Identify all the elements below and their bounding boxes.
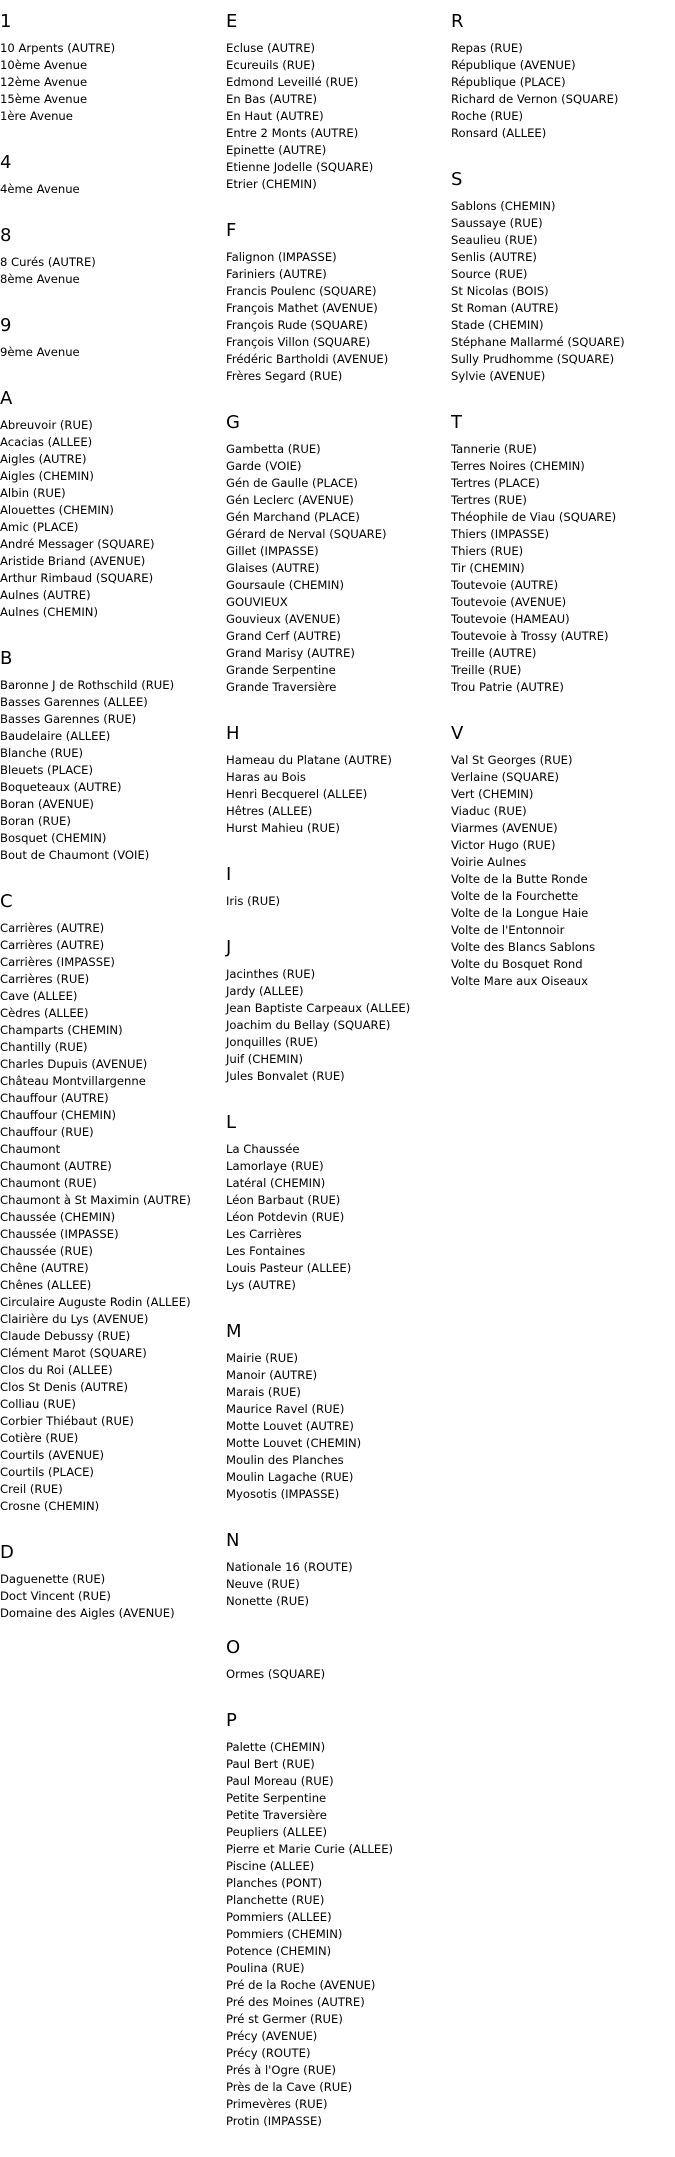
- street-name: 15ème Avenue: [0, 92, 88, 106]
- street-name: Arthur Rimbaud (SQUARE): [0, 571, 154, 585]
- street-name: Ecureuils (RUE): [226, 58, 316, 72]
- street-name: Clément Marot (SQUARE): [0, 1346, 147, 1360]
- street-name: Aigles (AUTRE): [0, 452, 87, 466]
- street-name: Repas (RUE): [451, 41, 523, 55]
- section-heading: A: [0, 388, 13, 409]
- street-name: Daguenette (RUE): [0, 1572, 106, 1586]
- street-name: Hameau du Platane (AUTRE): [226, 753, 392, 767]
- street-name: Hêtres (ALLEE): [226, 804, 313, 818]
- street-name: Clos St Denis (AUTRE): [0, 1380, 129, 1394]
- street-name: Léon Potdevin (RUE): [226, 1210, 345, 1224]
- street-name: Primevères (RUE): [226, 2097, 328, 2111]
- street-name: Thiers (RUE): [451, 544, 524, 558]
- street-name: St Nicolas (BOIS): [451, 284, 549, 298]
- street-name: François Mathet (AVENUE): [226, 301, 378, 315]
- street-list: [226, 441, 446, 696]
- street-name: Motte Louvet (AUTRE): [226, 1419, 354, 1433]
- street-name: Entre 2 Monts (AUTRE): [226, 126, 359, 140]
- street-name: Carrières (AUTRE): [0, 938, 105, 952]
- street-name: Volte de la Butte Ronde: [451, 872, 588, 886]
- letter-section: [0, 11, 220, 125]
- street-name: Cave (ALLEE): [0, 989, 78, 1003]
- street-name: Roche (RUE): [451, 109, 524, 123]
- street-name: 9ème Avenue: [0, 345, 80, 359]
- street-name: Pré de la Roche (AVENUE): [226, 1978, 376, 1992]
- street-list: [0, 417, 220, 621]
- street-name: François Villon (SQUARE): [226, 335, 371, 349]
- section-heading: O: [226, 1637, 241, 1658]
- street-name: Terres Noires (CHEMIN): [451, 459, 585, 473]
- letter-section: [0, 1542, 220, 1622]
- street-name: Petite Traversière: [226, 1808, 327, 1822]
- street-name: Boran (AVENUE): [0, 797, 94, 811]
- street-name: Pierre et Marie Curie (ALLEE): [226, 1842, 394, 1856]
- street-list: [0, 677, 220, 864]
- letter-section: [226, 864, 446, 910]
- letter-section: [226, 1637, 446, 1683]
- letter-section: [0, 152, 220, 198]
- street-name: Neuve (RUE): [226, 1577, 300, 1591]
- street-name: Carrières (AUTRE): [0, 921, 105, 935]
- street-name: 1ère Avenue: [0, 109, 73, 123]
- section-heading: C: [0, 891, 13, 912]
- street-name: Marais (RUE): [226, 1385, 301, 1399]
- street-name: Louis Pasteur (ALLEE): [226, 1261, 352, 1275]
- section-heading: S: [451, 169, 463, 190]
- letter-section: [226, 11, 446, 193]
- street-name: Voirie Aulnes: [451, 855, 527, 869]
- street-name: Chaumont (AUTRE): [0, 1159, 112, 1173]
- street-list: [226, 40, 446, 193]
- street-name: Toutevoie (AVENUE): [451, 595, 567, 609]
- index-column-1: [0, 0, 220, 1649]
- street-list: [226, 893, 446, 910]
- street-name: Paul Bert (RUE): [226, 1757, 315, 1771]
- street-name: Haras au Bois: [226, 770, 306, 784]
- street-name: Nationale 16 (ROUTE): [226, 1560, 353, 1574]
- street-name: Tertres (PLACE): [451, 476, 540, 490]
- street-name: Peupliers (ALLEE): [226, 1825, 328, 1839]
- section-heading: B: [0, 648, 13, 669]
- street-list: [0, 40, 220, 125]
- index-column-2: [226, 0, 446, 2157]
- street-name: 8 Curés (AUTRE): [0, 255, 96, 269]
- street-name: Pré des Moines (AUTRE): [226, 1995, 365, 2009]
- letter-section: [226, 1112, 446, 1294]
- street-name: Sablons (CHEMIN): [451, 199, 556, 213]
- street-name: Jean Baptiste Carpeaux (ALLEE): [226, 1001, 411, 1015]
- street-name: Stade (CHEMIN): [451, 318, 544, 332]
- street-name: Lamorlaye (RUE): [226, 1159, 324, 1173]
- section-heading: N: [226, 1530, 240, 1551]
- street-name: Albin (RUE): [0, 486, 66, 500]
- street-name: Carrières (IMPASSE): [0, 955, 115, 969]
- street-name: Champarts (CHEMIN): [0, 1023, 123, 1037]
- street-list: [0, 920, 220, 1515]
- section-heading: T: [451, 412, 462, 433]
- street-list: [451, 752, 671, 990]
- street-name: Chaussée (IMPASSE): [0, 1227, 119, 1241]
- section-heading: V: [451, 723, 464, 744]
- index-column-3: [451, 0, 671, 1017]
- street-list: [0, 254, 220, 288]
- letter-section: [226, 412, 446, 696]
- section-heading: P: [226, 1710, 237, 1731]
- street-name: Les Fontaines: [226, 1244, 306, 1258]
- street-name: Moulin des Planches: [226, 1453, 344, 1467]
- street-name: André Messager (SQUARE): [0, 537, 155, 551]
- street-list: [226, 249, 446, 385]
- street-name: Verlaine (SQUARE): [451, 770, 559, 784]
- street-name: Maurice Ravel (RUE): [226, 1402, 345, 1416]
- street-list: [226, 752, 446, 837]
- letter-section: [451, 723, 671, 990]
- street-name: Hurst Mahieu (RUE): [226, 821, 340, 835]
- street-name: 12ème Avenue: [0, 75, 88, 89]
- street-name: Basses Garennes (RUE): [0, 712, 137, 726]
- street-list: [226, 1739, 446, 2130]
- street-name: Iris (RUE): [226, 894, 281, 908]
- letter-section: [226, 1530, 446, 1610]
- street-name: Aulnes (AUTRE): [0, 588, 91, 602]
- street-name: Boran (RUE): [0, 814, 71, 828]
- street-name: Grande Traversière: [226, 680, 337, 694]
- street-name: Aristide Briand (AVENUE): [0, 554, 146, 568]
- street-name: Léon Barbaut (RUE): [226, 1193, 341, 1207]
- letter-section: [451, 412, 671, 696]
- street-name: Cèdres (ALLEE): [0, 1006, 89, 1020]
- section-heading: R: [451, 11, 464, 32]
- street-name: GOUVIEUX: [226, 595, 288, 609]
- street-name: Nonette (RUE): [226, 1594, 310, 1608]
- letter-section: [0, 388, 220, 621]
- street-name: Saussaye (RUE): [451, 216, 543, 230]
- street-name: Mairie (RUE): [226, 1351, 299, 1365]
- street-name: Chauffour (CHEMIN): [0, 1108, 117, 1122]
- street-name: Volte des Blancs Sablons: [451, 940, 596, 954]
- street-name: Planchette (RUE): [226, 1893, 325, 1907]
- street-name: Clairière du Lys (AVENUE): [0, 1312, 149, 1326]
- street-name: République (PLACE): [451, 75, 566, 89]
- street-name: Abreuvoir (RUE): [0, 418, 93, 432]
- street-name: Circulaire Auguste Rodin (ALLEE): [0, 1295, 191, 1309]
- street-name: Manoir (AUTRE): [226, 1368, 318, 1382]
- street-name: Toutevoie (AUTRE): [451, 578, 559, 592]
- street-list: [451, 441, 671, 696]
- street-name: Victor Hugo (RUE): [451, 838, 556, 852]
- section-heading: M: [226, 1321, 242, 1342]
- street-name: Planches (PONT): [226, 1876, 323, 1890]
- street-name: Treille (RUE): [451, 663, 522, 677]
- street-name: Colliau (RUE): [0, 1397, 76, 1411]
- street-name: Près de la Cave (RUE): [226, 2080, 353, 2094]
- street-name: Palette (CHEMIN): [226, 1740, 326, 1754]
- section-heading: J: [226, 937, 232, 958]
- letter-section: [226, 1321, 446, 1503]
- street-name: Motte Louvet (CHEMIN): [226, 1436, 362, 1450]
- street-name: Henri Becquerel (ALLEE): [226, 787, 368, 801]
- street-name: 8ème Avenue: [0, 272, 80, 286]
- street-name: Frédéric Bartholdi (AVENUE): [226, 352, 389, 366]
- street-name: Gambetta (RUE): [226, 442, 321, 456]
- street-name: Epinette (AUTRE): [226, 143, 327, 157]
- section-heading: E: [226, 11, 238, 32]
- letter-section: [226, 723, 446, 837]
- street-list: [451, 198, 671, 385]
- street-name: Crosne (CHEMIN): [0, 1499, 100, 1513]
- street-name: Courtils (AVENUE): [0, 1448, 104, 1462]
- letter-section: [451, 11, 671, 142]
- street-name: Moulin Lagache (RUE): [226, 1470, 354, 1484]
- street-name: Goursaule (CHEMIN): [226, 578, 345, 592]
- section-heading: 9: [0, 315, 12, 336]
- street-name: Gén de Gaulle (PLACE): [226, 476, 358, 490]
- street-name: Jardy (ALLEE): [226, 984, 304, 998]
- street-name: St Roman (AUTRE): [451, 301, 559, 315]
- street-name: Chaumont (RUE): [0, 1176, 97, 1190]
- street-name: Théophile de Viau (SQUARE): [451, 510, 617, 524]
- street-name: Bleuets (PLACE): [0, 763, 93, 777]
- street-name: En Bas (AUTRE): [226, 92, 318, 106]
- street-list: [451, 40, 671, 142]
- street-name: Richard de Vernon (SQUARE): [451, 92, 619, 106]
- street-name: Volte de la Longue Haie: [451, 906, 589, 920]
- street-name: Myosotis (IMPASSE): [226, 1487, 340, 1501]
- section-heading: 1: [0, 11, 12, 32]
- street-name: Tertres (RUE): [451, 493, 527, 507]
- letter-section: [226, 1710, 446, 2130]
- street-list: [0, 344, 220, 361]
- street-name: Paul Moreau (RUE): [226, 1774, 334, 1788]
- section-heading: I: [226, 864, 232, 885]
- street-name: Cotière (RUE): [0, 1431, 79, 1445]
- street-name: Chêne (AUTRE): [0, 1261, 89, 1275]
- street-name: Gén Leclerc (AVENUE): [226, 493, 354, 507]
- street-name: Amic (PLACE): [0, 520, 79, 534]
- street-name: Chaumont à St Maximin (AUTRE): [0, 1193, 191, 1207]
- street-name: Glaises (AUTRE): [226, 561, 320, 575]
- street-name: Ronsard (ALLEE): [451, 126, 547, 140]
- street-list: [0, 1571, 220, 1622]
- street-list: [226, 1559, 446, 1610]
- street-name: Stéphane Mallarmé (SQUARE): [451, 335, 625, 349]
- letter-section: [0, 891, 220, 1515]
- street-name: Protin (IMPASSE): [226, 2114, 322, 2128]
- letter-section: [0, 315, 220, 361]
- street-name: Viarmes (AVENUE): [451, 821, 558, 835]
- section-heading: F: [226, 220, 237, 241]
- street-name: Acacias (ALLEE): [0, 435, 93, 449]
- street-name: Frères Segard (RUE): [226, 369, 343, 383]
- street-name: Chauffour (AUTRE): [0, 1091, 109, 1105]
- street-name: Claude Debussy (RUE): [0, 1329, 131, 1343]
- street-name: Source (RUE): [451, 267, 528, 281]
- street-name: Gérard de Nerval (SQUARE): [226, 527, 387, 541]
- street-name: Clos du Roi (ALLEE): [0, 1363, 113, 1377]
- section-heading: 8: [0, 225, 12, 246]
- street-name: Latéral (CHEMIN): [226, 1176, 326, 1190]
- street-name: Volte du Bosquet Rond: [451, 957, 583, 971]
- street-name: Seaulieu (RUE): [451, 233, 538, 247]
- street-name: Grande Serpentine: [226, 663, 336, 677]
- street-name: Basses Garennes (ALLEE): [0, 695, 148, 709]
- street-name: François Rude (SQUARE): [226, 318, 368, 332]
- street-name: Doct Vincent (RUE): [0, 1589, 111, 1603]
- street-name: Sully Prudhomme (SQUARE): [451, 352, 615, 366]
- street-list: [226, 1666, 446, 1683]
- street-name: Tir (CHEMIN): [451, 561, 525, 575]
- street-name: Chaussée (CHEMIN): [0, 1210, 116, 1224]
- street-name: Ormes (SQUARE): [226, 1667, 326, 1681]
- street-name: République (AVENUE): [451, 58, 576, 72]
- street-name: Grand Cerf (AUTRE): [226, 629, 341, 643]
- street-name: Lys (AUTRE): [226, 1278, 296, 1292]
- street-name: Chantilly (RUE): [0, 1040, 88, 1054]
- street-name: Aulnes (CHEMIN): [0, 605, 98, 619]
- street-name: Aigles (CHEMIN): [0, 469, 94, 483]
- street-name: Jacinthes (RUE): [226, 967, 316, 981]
- street-list: [226, 1350, 446, 1503]
- street-name: Toutevoie à Trossy (AUTRE): [451, 629, 609, 643]
- street-name: Prés à l'Ogre (RUE): [226, 2063, 337, 2077]
- street-name: Etienne Jodelle (SQUARE): [226, 160, 374, 174]
- street-name: Pommiers (CHEMIN): [226, 1927, 343, 1941]
- street-name: Gouvieux (AVENUE): [226, 612, 341, 626]
- letter-section: [451, 169, 671, 385]
- street-name: Petite Serpentine: [226, 1791, 327, 1805]
- street-name: Pommiers (ALLEE): [226, 1910, 332, 1924]
- street-name: Ecluse (AUTRE): [226, 41, 316, 55]
- street-name: Baudelaire (ALLEE): [0, 729, 111, 743]
- letter-section: [226, 937, 446, 1085]
- street-name: Précy (AVENUE): [226, 2029, 318, 2043]
- street-name: Chaussée (RUE): [0, 1244, 93, 1258]
- street-name: Falignon (IMPASSE): [226, 250, 337, 264]
- street-list: [0, 181, 220, 198]
- street-name: Tannerie (RUE): [451, 442, 537, 456]
- street-name: Les Carrières: [226, 1227, 302, 1241]
- street-name: Potence (CHEMIN): [226, 1944, 332, 1958]
- street-name: Grand Marisy (AUTRE): [226, 646, 355, 660]
- street-name: Piscine (ALLEE): [226, 1859, 315, 1873]
- street-name: Treille (AUTRE): [451, 646, 537, 660]
- street-name: 10ème Avenue: [0, 58, 88, 72]
- street-name: Bosquet (CHEMIN): [0, 831, 107, 845]
- street-name: 4ème Avenue: [0, 182, 80, 196]
- street-name: Garde (VOIE): [226, 459, 302, 473]
- street-name: Volte de la Fourchette: [451, 889, 579, 903]
- street-name: Volte de l'Entonnoir: [451, 923, 565, 937]
- street-name: Vert (CHEMIN): [451, 787, 534, 801]
- street-name: 10 Arpents (AUTRE): [0, 41, 116, 55]
- street-name: Viaduc (RUE): [451, 804, 527, 818]
- street-name: La Chaussée: [226, 1142, 300, 1156]
- street-name: Baronne J de Rothschild (RUE): [0, 678, 175, 692]
- street-name: En Haut (AUTRE): [226, 109, 324, 123]
- street-name: Gillet (IMPASSE): [226, 544, 319, 558]
- street-name: Juif (CHEMIN): [226, 1052, 304, 1066]
- street-name: Château Montvillargenne: [0, 1074, 146, 1088]
- street-name: Volte Mare aux Oiseaux: [451, 974, 588, 988]
- section-heading: L: [226, 1112, 237, 1133]
- street-name: Trou Patrie (AUTRE): [451, 680, 564, 694]
- letter-section: [226, 220, 446, 385]
- street-name: Bout de Chaumont (VOIE): [0, 848, 150, 862]
- street-name: Boqueteaux (AUTRE): [0, 780, 122, 794]
- street-name: Chaumont: [0, 1142, 61, 1156]
- street-list: [226, 966, 446, 1085]
- street-name: Sylvie (AVENUE): [451, 369, 546, 383]
- section-heading: 4: [0, 152, 12, 173]
- street-name: Alouettes (CHEMIN): [0, 503, 114, 517]
- street-name: Jonquilles (RUE): [226, 1035, 319, 1049]
- street-name: Francis Poulenc (SQUARE): [226, 284, 377, 298]
- street-name: Thiers (IMPASSE): [451, 527, 549, 541]
- street-name: Gén Marchand (PLACE): [226, 510, 360, 524]
- street-name: Blanche (RUE): [0, 746, 84, 760]
- street-name: Creil (RUE): [0, 1482, 63, 1496]
- street-name: Précy (ROUTE): [226, 2046, 311, 2060]
- street-name: Joachim du Bellay (SQUARE): [226, 1018, 391, 1032]
- street-name: Senlis (AUTRE): [451, 250, 537, 264]
- street-name: Chênes (ALLEE): [0, 1278, 92, 1292]
- street-name: Courtils (PLACE): [0, 1465, 94, 1479]
- letter-section: [0, 648, 220, 864]
- street-name: Domaine des Aigles (AVENUE): [0, 1606, 175, 1620]
- street-name: Etrier (CHEMIN): [226, 177, 317, 191]
- street-name: Pré st Germer (RUE): [226, 2012, 343, 2026]
- street-name: Jules Bonvalet (RUE): [226, 1069, 345, 1083]
- street-name: Val St Georges (RUE): [451, 753, 573, 767]
- street-name: Carrières (RUE): [0, 972, 90, 986]
- street-name: Poulina (RUE): [226, 1961, 305, 1975]
- letter-section: [0, 225, 220, 288]
- street-name: Edmond Leveillé (RUE): [226, 75, 359, 89]
- street-name: Corbier Thiébaut (RUE): [0, 1414, 134, 1428]
- street-name: Toutevoie (HAMEAU): [451, 612, 570, 626]
- street-list: [226, 1141, 446, 1294]
- section-heading: G: [226, 412, 240, 433]
- street-name: Charles Dupuis (AVENUE): [0, 1057, 148, 1071]
- street-name: Fariniers (AUTRE): [226, 267, 327, 281]
- section-heading: D: [0, 1542, 14, 1563]
- street-name: Chauffour (RUE): [0, 1125, 94, 1139]
- section-heading: H: [226, 723, 240, 744]
